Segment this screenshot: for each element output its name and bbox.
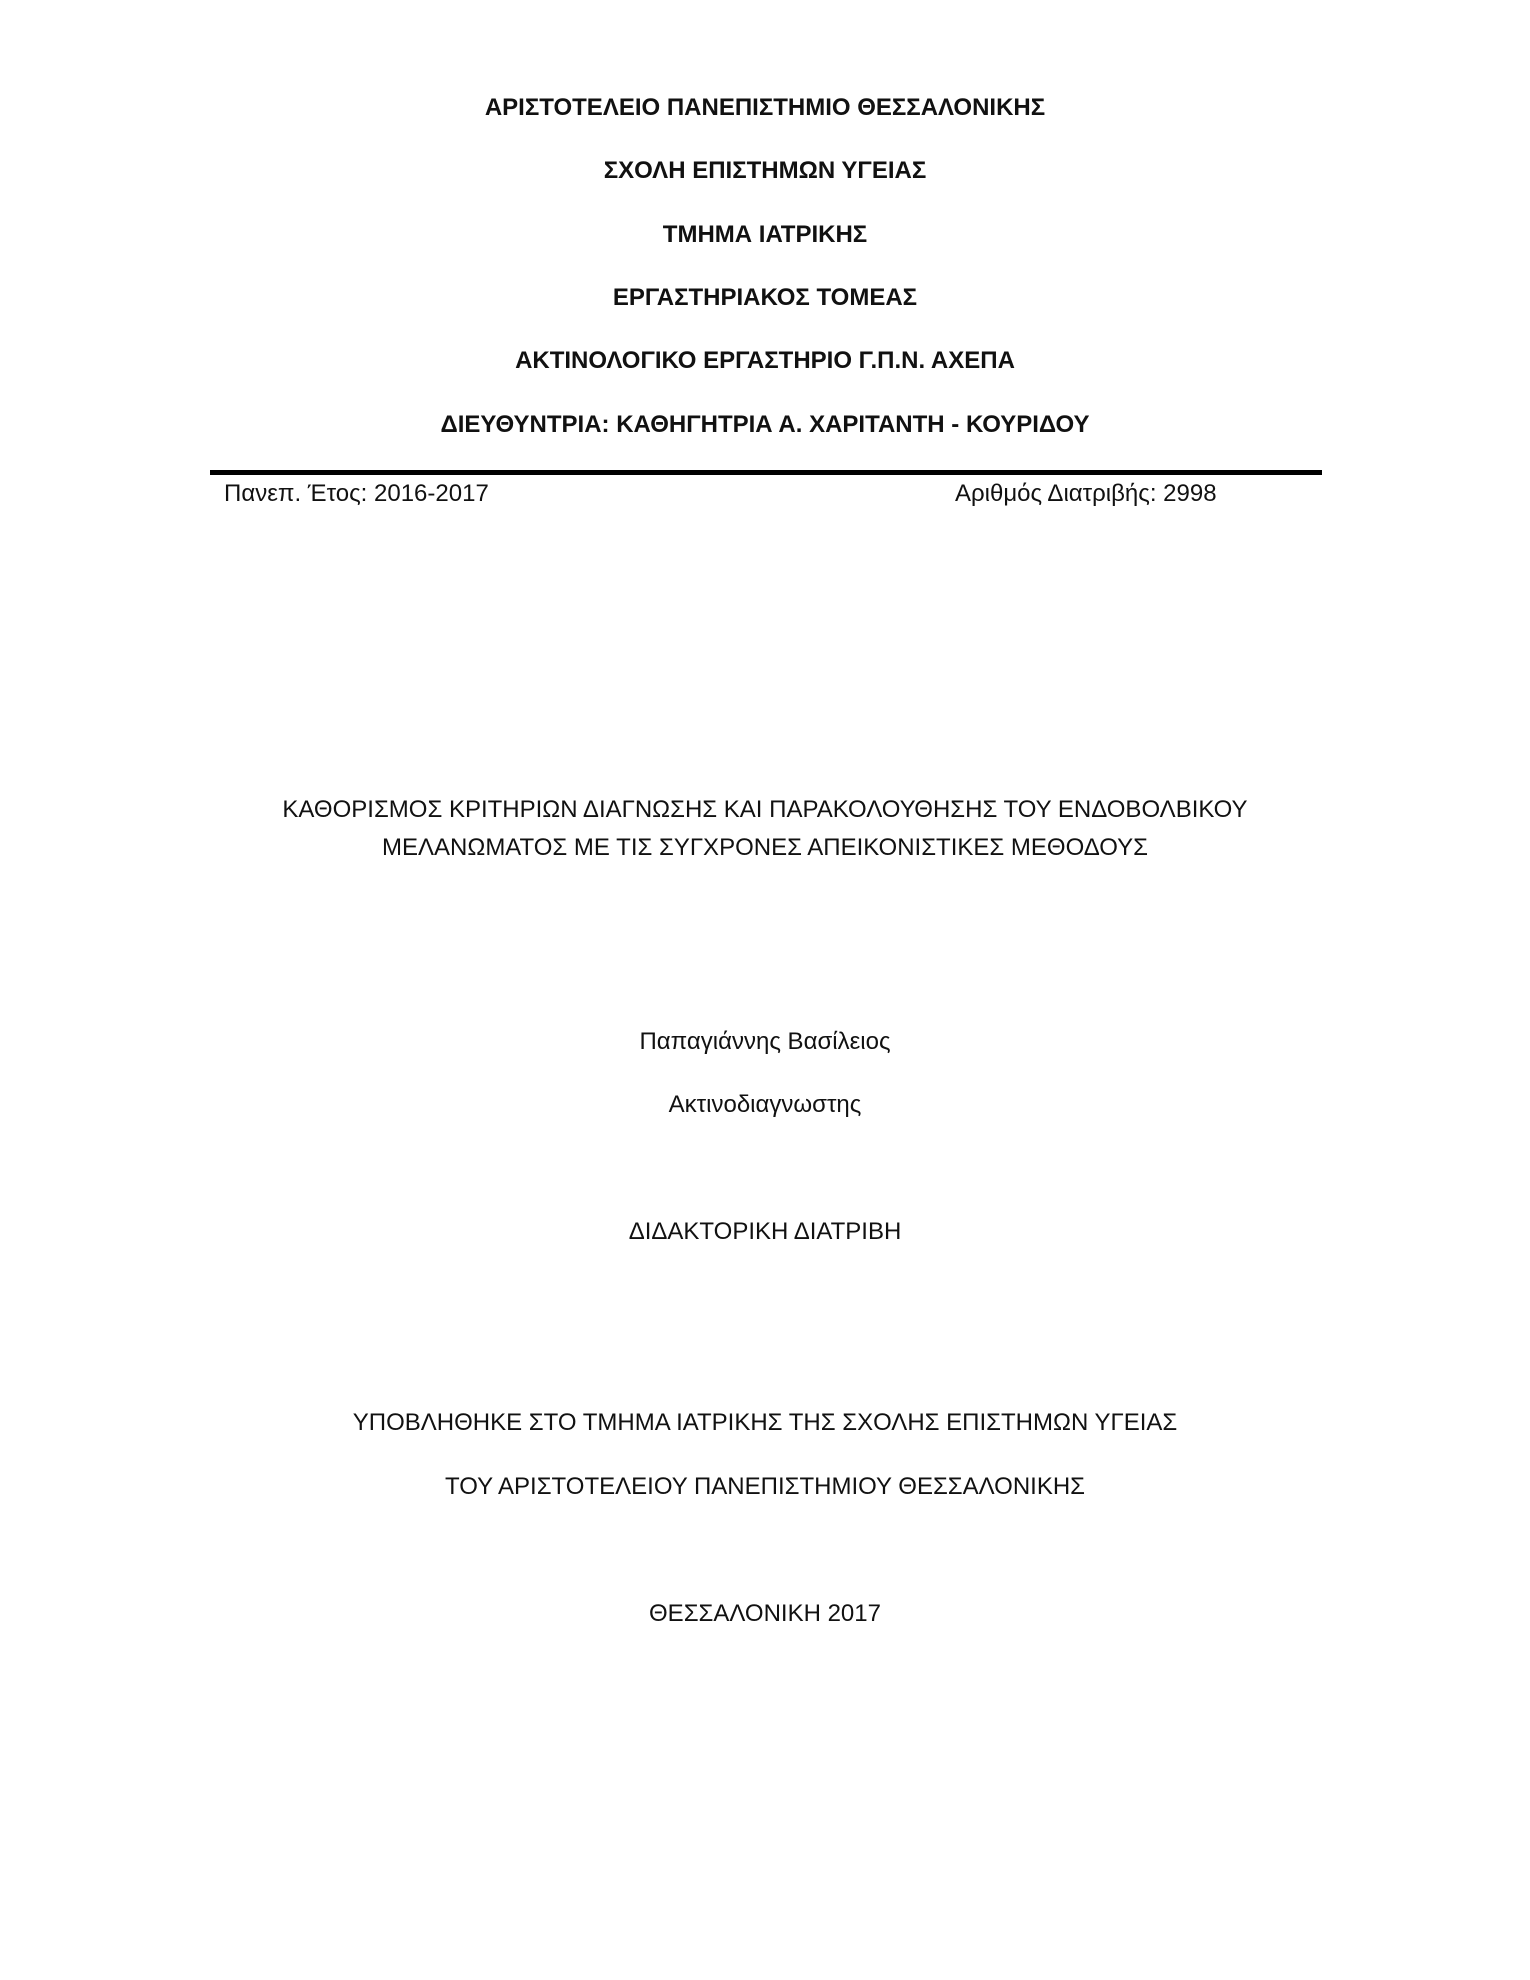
laboratory-name: ΑΚΤΙΝΟΛΟΓΙΚΟ ΕΡΓΑΣΤΗΡΙΟ Γ.Π.Ν. ΑΧΕΠΑ bbox=[515, 347, 1015, 374]
author-name: Παπαγιάννης Βασίλειος bbox=[639, 1028, 891, 1055]
director-line: ΔΙΕΥΘΥΝΤΡΙΑ: ΚΑΘΗΓΗΤΡΙΑ Α. ΧΑΡΙΤΑΝΤΗ - ΚΟΥΡΙΔΟΥ bbox=[440, 411, 1090, 438]
sector-name: ΕΡΓΑΣΤΗΡΙΑΚΟΣ ΤΟΜΕΑΣ bbox=[612, 284, 918, 311]
thesis-title-line-1: ΚΑΘΟΡΙΣΜΟΣ ΚΡΙΤΗΡΙΩΝ ΔΙΑΓΝΩΣΗΣ ΚΑΙ ΠΑΡΑΚΟΛΟΥΘΗΣΗΣ ΤΟΥ ΕΝΔΟΒΟΛΒΙΚΟΥ bbox=[282, 796, 1248, 823]
author-profession: Ακτινοδιαγνωστης bbox=[668, 1091, 862, 1118]
department-name: ΤΜΗΜΑ ΙΑΤΡΙΚΗΣ bbox=[662, 221, 868, 248]
submission-line-1: ΥΠΟΒΛΗΘΗΚΕ ΣΤΟ ΤΜΗΜΑ ΙΑΤΡΙΚΗΣ ΤΗΣ ΣΧΟΛΗΣ ΕΠΙΣΤΗΜΩΝ ΥΓΕΙΑΣ bbox=[352, 1409, 1178, 1436]
thesis-title-line-2: ΜΕΛΑΝΩΜΑΤΟΣ ΜΕ ΤΙΣ ΣΥΓΧΡΟΝΕΣ ΑΠΕΙΚΟΝΙΣΤΙΚΕΣ ΜΕΘΟΔΟΥΣ bbox=[382, 834, 1148, 861]
header-divider bbox=[210, 470, 1322, 475]
academic-year: Πανεπ. Έτος: 2016-2017 bbox=[224, 480, 489, 507]
place-and-date: ΘΕΣΣΑΛΟΝΙΚΗ 2017 bbox=[649, 1600, 881, 1627]
document-type: ΔΙΔΑΚΤΟΡΙΚΗ ΔΙΑΤΡΙΒΗ bbox=[628, 1218, 902, 1245]
submission-line-2: ΤΟΥ ΑΡΙΣΤΟΤΕΛΕΙΟΥ ΠΑΝΕΠΙΣΤΗΜΙΟΥ ΘΕΣΣΑΛΟΝΙΚΗΣ bbox=[445, 1473, 1085, 1500]
university-name: ΑΡΙΣΤΟΤΕΛΕΙΟ ΠΑΝΕΠΙΣΤΗΜΙΟ ΘΕΣΣΑΛΟΝΙΚΗΣ bbox=[484, 94, 1046, 121]
school-name: ΣΧΟΛΗ ΕΠΙΣΤΗΜΩΝ ΥΓΕΙΑΣ bbox=[603, 157, 927, 184]
thesis-number: Αριθμός Διατριβής: 2998 bbox=[955, 480, 1217, 507]
